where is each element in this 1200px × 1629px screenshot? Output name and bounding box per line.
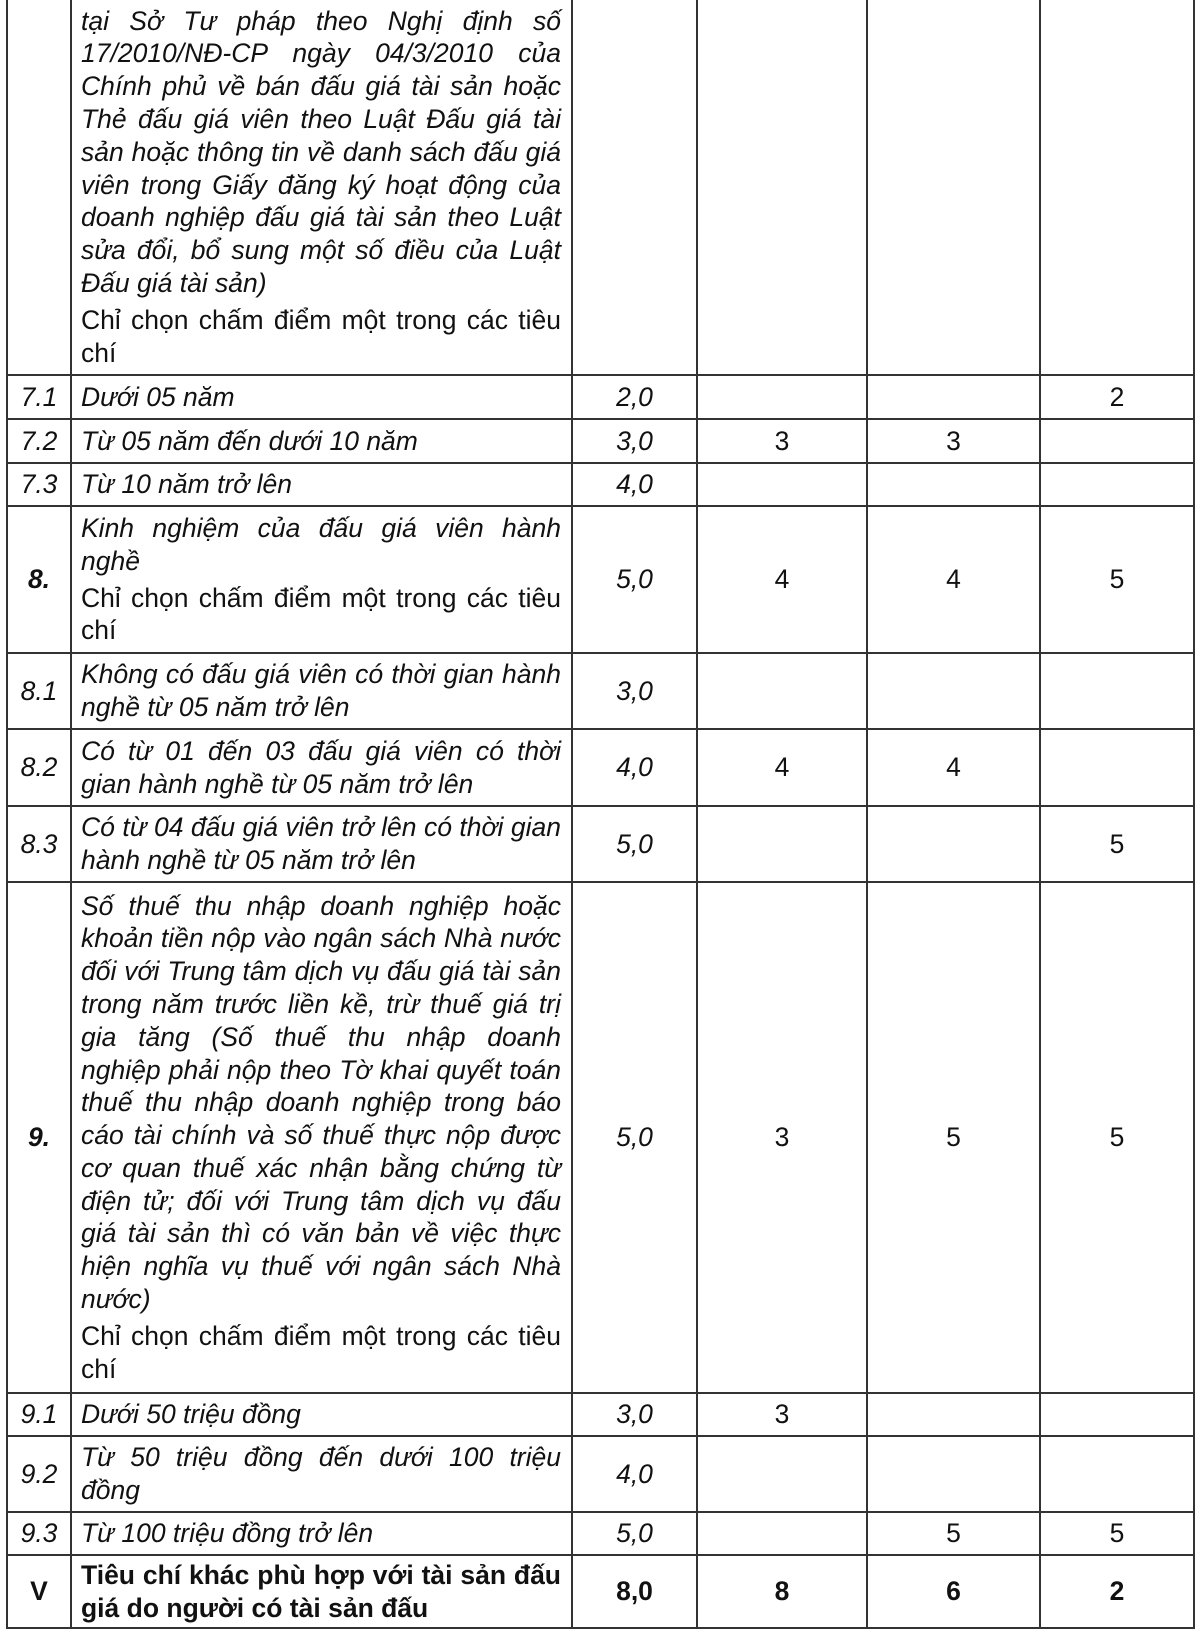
criterion-description bbox=[71, 1555, 572, 1628]
score-col-2 bbox=[867, 653, 1040, 729]
score-col-1 bbox=[697, 375, 867, 419]
criterion-note: Chỉ chọn chấm điểm một trong các tiêu chí bbox=[81, 1320, 561, 1384]
score-col-1 bbox=[697, 463, 867, 506]
criterion-text: tại Sở Tư pháp theo Nghị định số 17/2010/NĐ-CP ngày 04/3/2010 của Chính phủ về bán đấu giá tài sản hoặc Thẻ đấu giá viên theo Luật Đấu giá tài sản hoặc thông tin về danh sách đấu giá viên trong Giấy đăng ký hoạt động của doanh nghiệp đấu giá tài sản theo Luật sửa đổi, bổ sung một số điều của Luật Đấu giá tài sản) bbox=[81, 5, 561, 298]
criterion-text: Từ 100 triệu đồng trở lên bbox=[81, 1518, 374, 1549]
table-row-v bbox=[7, 1555, 1194, 1628]
score-col-3 bbox=[1040, 1393, 1194, 1436]
score-col-1 bbox=[697, 806, 867, 882]
max-score: 3,0 bbox=[572, 419, 697, 463]
max-score: 4,0 bbox=[572, 463, 697, 506]
max-score: 5,0 bbox=[572, 806, 697, 882]
criterion-description bbox=[71, 1512, 572, 1555]
criterion-description bbox=[71, 653, 572, 729]
score-col-3: 2 bbox=[1040, 1555, 1194, 1628]
score-col-1: 3 bbox=[697, 882, 867, 1393]
criterion-text: Có từ 04 đấu giá viên trở lên có thời gian hành nghề từ 05 năm trở lên bbox=[81, 812, 561, 875]
criterion-description bbox=[71, 806, 572, 882]
row-number bbox=[7, 0, 71, 375]
score-col-2: 5 bbox=[867, 882, 1040, 1393]
score-col-3: 2 bbox=[1040, 375, 1194, 419]
row-number: 9.1 bbox=[7, 1393, 71, 1436]
table-row-9 bbox=[7, 882, 1194, 1393]
criterion-description bbox=[71, 729, 572, 806]
max-score: 4,0 bbox=[572, 1436, 697, 1512]
max-score: 5,0 bbox=[572, 882, 697, 1393]
max-score: 8,0 bbox=[572, 1555, 697, 1628]
table-row-8-2 bbox=[7, 729, 1194, 806]
score-col-3: 5 bbox=[1040, 1512, 1194, 1555]
table-row-7-continued bbox=[7, 0, 1194, 375]
criterion-description bbox=[71, 506, 572, 653]
score-col-1 bbox=[697, 1436, 867, 1512]
row-number: 7.2 bbox=[7, 419, 71, 463]
table-row-8-3 bbox=[7, 806, 1194, 882]
table-row-8-1 bbox=[7, 653, 1194, 729]
criterion-text: Không có đấu giá viên có thời gian hành nghề từ 05 năm trở lên bbox=[81, 659, 561, 722]
criterion-text: Từ 10 năm trở lên bbox=[81, 469, 293, 500]
score-col-2: 4 bbox=[867, 729, 1040, 806]
criterion-description bbox=[71, 0, 572, 375]
criterion-text: Tiêu chí khác phù hợp với tài sản đấu giá do người có tài sản đấu bbox=[81, 1559, 561, 1623]
table-row-7-1 bbox=[7, 375, 1194, 419]
score-col-1 bbox=[697, 1512, 867, 1555]
criterion-note: Chỉ chọn chấm điểm một trong các tiêu chí bbox=[81, 582, 561, 646]
score-col-1 bbox=[697, 653, 867, 729]
score-col-2 bbox=[867, 463, 1040, 506]
table-row-8 bbox=[7, 506, 1194, 653]
score-col-3 bbox=[1040, 463, 1194, 506]
max-score: 2,0 bbox=[572, 375, 697, 419]
score-col-3 bbox=[1040, 729, 1194, 806]
row-number: 9.3 bbox=[7, 1512, 71, 1555]
score-col-2 bbox=[867, 1436, 1040, 1512]
row-number: 7.1 bbox=[7, 375, 71, 419]
criterion-description bbox=[71, 1393, 572, 1436]
score-col-3 bbox=[1040, 1436, 1194, 1512]
score-col-1: 3 bbox=[697, 419, 867, 463]
row-number: 8. bbox=[7, 506, 71, 653]
score-col-3: 5 bbox=[1040, 882, 1194, 1393]
row-number: V bbox=[7, 1555, 71, 1628]
row-number: 9.2 bbox=[7, 1436, 71, 1512]
criterion-text: Dưới 50 triệu đồng bbox=[81, 1399, 301, 1430]
score-col-1: 4 bbox=[697, 729, 867, 806]
row-number: 8.3 bbox=[7, 806, 71, 882]
criterion-text: Dưới 05 năm bbox=[81, 381, 235, 412]
score-col-3: 5 bbox=[1040, 506, 1194, 653]
score-col-2 bbox=[867, 0, 1040, 375]
row-number: 9. bbox=[7, 882, 71, 1393]
criterion-description bbox=[71, 375, 572, 419]
row-number: 8.2 bbox=[7, 729, 71, 806]
criterion-note: Chỉ chọn chấm điểm một trong các tiêu chí bbox=[81, 304, 561, 368]
table-row-7-3 bbox=[7, 463, 1194, 506]
score-col-3 bbox=[1040, 0, 1194, 375]
criterion-text: Kinh nghiệm của đấu giá viên hành nghề bbox=[81, 512, 561, 576]
score-col-1 bbox=[697, 0, 867, 375]
score-col-3 bbox=[1040, 653, 1194, 729]
criterion-text: Số thuế thu nhập doanh nghiệp hoặc khoản tiền nộp vào ngân sách Nhà nước đối với Trung tâm dịch vụ đấu giá tài sản trong năm trước liền kề, trừ thuế giá trị gia tăng (Số thuế thu nhập doanh nghiệp phải nộp theo Tờ khai quyết toán thuế thu nhập doanh nghiệp trong báo cáo tài chính và số thuế thực nộp được cơ quan thuế xác nhận bằng chứng từ điện tử; đối với Trung tâm dịch vụ đấu giá tài sản thì có văn bản về việc thực hiện nghĩa vụ thuế với ngân sách Nhà nước) bbox=[81, 890, 561, 1315]
max-score: 4,0 bbox=[572, 729, 697, 806]
max-score: 5,0 bbox=[572, 1512, 697, 1555]
table-row-9-1 bbox=[7, 1393, 1194, 1436]
score-col-3: 5 bbox=[1040, 806, 1194, 882]
criterion-text: Từ 50 triệu đồng đến dưới 100 triệu đồng bbox=[81, 1442, 561, 1505]
score-col-2 bbox=[867, 375, 1040, 419]
score-col-2 bbox=[867, 1393, 1040, 1436]
criterion-text: Từ 05 năm đến dưới 10 năm bbox=[81, 425, 418, 456]
score-col-1: 4 bbox=[697, 506, 867, 653]
criteria-score-table bbox=[6, 0, 1195, 1629]
criterion-text: Có từ 01 đến 03 đấu giá viên có thời gian hành nghề từ 05 năm trở lên bbox=[81, 735, 561, 799]
criterion-description bbox=[71, 882, 572, 1393]
score-col-2: 6 bbox=[867, 1555, 1040, 1628]
score-col-1: 3 bbox=[697, 1393, 867, 1436]
table-row-7-2 bbox=[7, 419, 1194, 463]
table-row-9-2 bbox=[7, 1436, 1194, 1512]
max-score: 5,0 bbox=[572, 506, 697, 653]
max-score: 3,0 bbox=[572, 1393, 697, 1436]
max-score bbox=[572, 0, 697, 375]
score-col-2: 5 bbox=[867, 1512, 1040, 1555]
table-row-9-3 bbox=[7, 1512, 1194, 1555]
score-col-2: 4 bbox=[867, 506, 1040, 653]
criterion-description bbox=[71, 1436, 572, 1512]
criterion-description bbox=[71, 419, 572, 463]
max-score: 3,0 bbox=[572, 653, 697, 729]
criterion-description bbox=[71, 463, 572, 506]
score-col-1: 8 bbox=[697, 1555, 867, 1628]
row-number: 7.3 bbox=[7, 463, 71, 506]
score-col-3 bbox=[1040, 419, 1194, 463]
score-col-2: 3 bbox=[867, 419, 1040, 463]
score-col-2 bbox=[867, 806, 1040, 882]
row-number: 8.1 bbox=[7, 653, 71, 729]
